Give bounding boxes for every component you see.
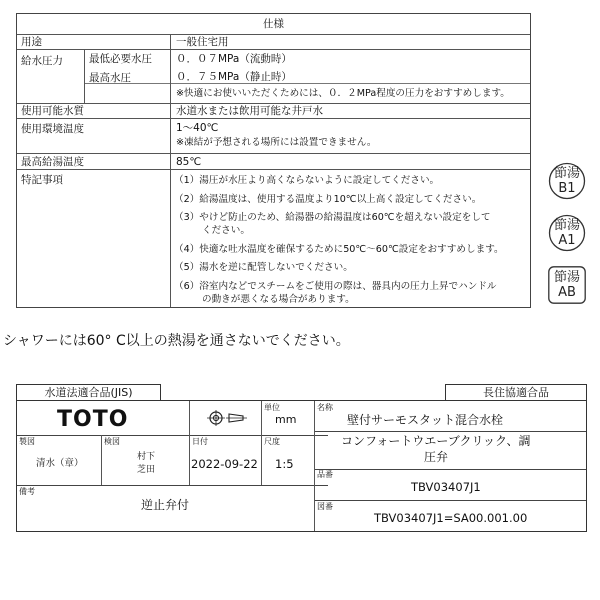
name-label: 名称 xyxy=(317,403,333,412)
spec-header: 仕様 xyxy=(263,18,284,30)
special-note-item: （5）湯水を逆に配管しないでください。 xyxy=(174,262,353,273)
unit-value: mm xyxy=(275,413,297,426)
pressure-note: ※快適にお使いいただくためには、０．２MPa程度の圧力をおすすめします。 xyxy=(176,88,510,99)
drawing-number-label: 図番 xyxy=(317,502,333,511)
badge-ab-line2: AB xyxy=(558,285,576,300)
toto-logo: TOTO xyxy=(57,407,129,432)
long-life-housing-tag: 長住協適合品 xyxy=(445,384,587,401)
env-temp-label: 使用環境温度 xyxy=(21,123,84,135)
special-note-item: （4）快適な吐水温度を確保するために50℃～60℃設定をおすすめします。 xyxy=(174,244,504,255)
max-pressure-label: 最高水圧 xyxy=(89,72,131,84)
env-temp-value: 1～40℃ xyxy=(176,122,219,134)
title-block xyxy=(16,400,587,532)
product-number-value: TBV03407J1 xyxy=(411,480,481,494)
badge-b1-line1: 節湯 xyxy=(553,166,580,181)
env-temp-note: ※凍結が予想される場所には設置できません。 xyxy=(176,137,377,148)
drawn-by-value: 清水（章） xyxy=(36,458,84,469)
checked-by-value-1: 村下 xyxy=(137,452,156,462)
projection-symbol-icon xyxy=(205,409,249,431)
max-hot-temp-value: 85℃ xyxy=(176,156,202,168)
product-subname-line2: 圧弁 xyxy=(424,450,449,464)
special-note-item: （2）給湯温度は、使用する温度より10℃以上高く設定してください。 xyxy=(174,194,482,205)
product-name: 壁付サーモスタット混合水栓 xyxy=(347,413,504,427)
badge-b1 xyxy=(548,162,586,200)
unit-label: 単位 xyxy=(264,403,280,412)
min-pressure-value: ０．０７MPa（流動時） xyxy=(176,53,292,65)
special-note-item: ください。 xyxy=(202,225,250,236)
badge-b1-line2: B1 xyxy=(558,181,576,196)
badge-ab-line1: 節湯 xyxy=(553,270,580,285)
water-quality-value: 水道水または飲用可能な井戸水 xyxy=(176,105,323,117)
max-hot-temp-label: 最高給湯温度 xyxy=(21,156,84,168)
drawn-by-label: 製図 xyxy=(19,437,35,446)
date-value: 2022-09-22 xyxy=(191,457,258,471)
date-label: 日付 xyxy=(192,437,208,446)
checked-by-value-2: 芝田 xyxy=(137,465,156,475)
special-note-item: （1）湯圧が水圧より高くならないように設定してください。 xyxy=(174,175,440,186)
min-pressure-label: 最低必要水圧 xyxy=(89,53,152,65)
supply-pressure-label: 給水圧力 xyxy=(21,55,63,67)
usage-label: 用途 xyxy=(21,36,42,48)
spec-table xyxy=(16,13,531,308)
drawing-number-value: TBV03407J1=SA00.001.00 xyxy=(374,511,528,525)
checked-by-label: 検図 xyxy=(104,437,120,446)
special-note-item: （3）やけど防止のため、給湯器の給湯温度は60℃を超えない設定をして xyxy=(174,212,491,223)
jis-compliance-tag: 水道法適合品(JIS) xyxy=(16,384,161,401)
product-number-label: 品番 xyxy=(317,470,333,479)
usage-value: 一般住宅用 xyxy=(176,36,229,48)
badge-a1 xyxy=(548,214,586,252)
scale-label: 尺度 xyxy=(264,437,280,446)
max-pressure-value: ０．７５MPa（静止時） xyxy=(176,71,292,83)
remarks-value: 逆止弁付 xyxy=(141,498,190,512)
special-note-item: の動きが悪くなる場合があります。 xyxy=(202,294,355,305)
water-quality-label: 使用可能水質 xyxy=(21,105,84,117)
badge-ab xyxy=(548,266,586,304)
special-notes-label: 特記事項 xyxy=(21,174,63,186)
scale-value: 1:5 xyxy=(275,457,294,471)
badge-a1-line1: 節湯 xyxy=(553,218,580,233)
badge-a1-line2: A1 xyxy=(558,233,576,248)
special-note-item: （6）浴室内などでスチームをご使用の際は、器具内の圧力上昇でハンドル xyxy=(174,281,497,292)
remarks-label: 備考 xyxy=(19,487,35,496)
product-subname-line1: コンフォートウエーブクリック、調 xyxy=(341,434,531,448)
shower-warning: シャワーには60° C以上の熱湯を通さないでください。 xyxy=(3,333,350,349)
